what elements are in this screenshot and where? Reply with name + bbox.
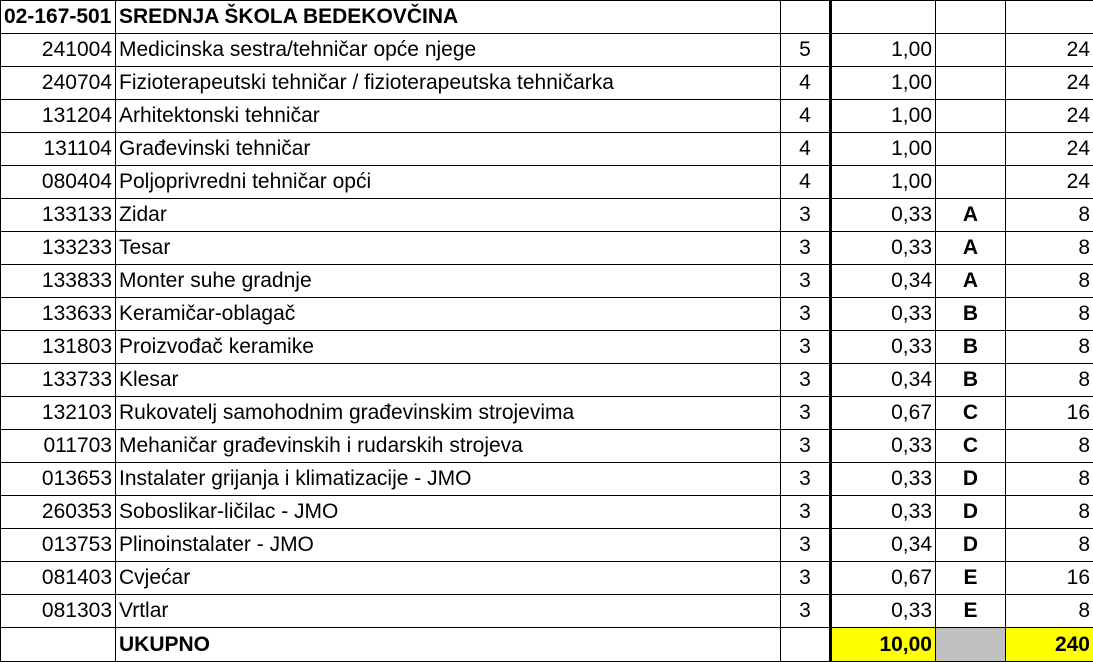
coefficient-cell[interactable]: 1,00 bbox=[831, 67, 936, 100]
program-name-cell[interactable]: Soboslikar-ličilac - JMO bbox=[116, 496, 781, 529]
group-cell[interactable]: E bbox=[936, 562, 1006, 595]
level-cell[interactable]: 3 bbox=[781, 265, 831, 298]
total-label[interactable]: UKUPNO bbox=[116, 628, 781, 662]
level-cell[interactable]: 3 bbox=[781, 199, 831, 232]
group-cell[interactable]: B bbox=[936, 331, 1006, 364]
coefficient-cell[interactable]: 1,00 bbox=[831, 133, 936, 166]
group-cell[interactable]: B bbox=[936, 298, 1006, 331]
group-cell[interactable] bbox=[936, 133, 1006, 166]
level-cell[interactable]: 3 bbox=[781, 331, 831, 364]
coefficient-cell[interactable]: 0,33 bbox=[831, 496, 936, 529]
group-cell[interactable]: E bbox=[936, 595, 1006, 628]
program-name-cell[interactable]: Klesar bbox=[116, 364, 781, 397]
count-cell[interactable]: 24 bbox=[1006, 67, 1093, 100]
coefficient-cell[interactable]: 0,33 bbox=[831, 232, 936, 265]
program-name-cell[interactable]: Instalater grijanja i klimatizacije - JMO bbox=[116, 463, 781, 496]
program-code-cell[interactable]: 241004 bbox=[1, 34, 116, 67]
program-code-cell[interactable]: 013653 bbox=[1, 463, 116, 496]
level-cell[interactable]: 3 bbox=[781, 430, 831, 463]
level-cell[interactable]: 3 bbox=[781, 496, 831, 529]
count-cell[interactable]: 8 bbox=[1006, 199, 1093, 232]
school-name[interactable]: SREDNJA ŠKOLA BEDEKOVČINA bbox=[116, 1, 781, 34]
program-code-cell[interactable]: 080404 bbox=[1, 166, 116, 199]
header-row bbox=[1, 1, 1093, 34]
program-code-cell[interactable]: 133733 bbox=[1, 364, 116, 397]
table-row bbox=[1, 430, 1093, 463]
total-empty-level[interactable] bbox=[781, 628, 831, 662]
coefficient-cell[interactable]: 0,34 bbox=[831, 265, 936, 298]
level-cell[interactable]: 3 bbox=[781, 463, 831, 496]
table-row bbox=[1, 199, 1093, 232]
program-code-cell[interactable]: 081403 bbox=[1, 562, 116, 595]
header-empty-coef[interactable] bbox=[831, 1, 936, 34]
group-cell[interactable] bbox=[936, 100, 1006, 133]
count-cell[interactable]: 8 bbox=[1006, 331, 1093, 364]
table-row bbox=[1, 232, 1093, 265]
total-empty-code[interactable] bbox=[1, 628, 116, 662]
program-code-cell[interactable]: 133633 bbox=[1, 298, 116, 331]
table-row bbox=[1, 562, 1093, 595]
count-cell[interactable]: 8 bbox=[1006, 529, 1093, 562]
table-row bbox=[1, 364, 1093, 397]
level-cell[interactable]: 4 bbox=[781, 67, 831, 100]
program-code-cell[interactable]: 133833 bbox=[1, 265, 116, 298]
school-code[interactable]: 02-167-501 bbox=[1, 1, 116, 34]
coefficient-cell[interactable]: 0,34 bbox=[831, 529, 936, 562]
program-name-cell[interactable]: Arhitektonski tehničar bbox=[116, 100, 781, 133]
coefficient-cell[interactable]: 0,33 bbox=[831, 430, 936, 463]
count-cell[interactable]: 8 bbox=[1006, 298, 1093, 331]
level-cell[interactable]: 3 bbox=[781, 562, 831, 595]
coefficient-cell[interactable]: 0,34 bbox=[831, 364, 936, 397]
coefficient-cell[interactable]: 0,33 bbox=[831, 595, 936, 628]
program-name-cell[interactable]: Poljoprivredni tehničar opći bbox=[116, 166, 781, 199]
table-row bbox=[1, 298, 1093, 331]
level-cell[interactable]: 3 bbox=[781, 298, 831, 331]
coefficient-cell[interactable]: 1,00 bbox=[831, 100, 936, 133]
table-row bbox=[1, 331, 1093, 364]
table-row bbox=[1, 397, 1093, 430]
count-cell[interactable]: 24 bbox=[1006, 166, 1093, 199]
program-code-cell[interactable]: 240704 bbox=[1, 67, 116, 100]
group-cell[interactable]: C bbox=[936, 430, 1006, 463]
count-cell[interactable]: 8 bbox=[1006, 430, 1093, 463]
group-cell[interactable] bbox=[936, 34, 1006, 67]
program-code-cell[interactable]: 081303 bbox=[1, 595, 116, 628]
group-cell[interactable] bbox=[936, 166, 1006, 199]
level-cell[interactable]: 3 bbox=[781, 595, 831, 628]
program-name-cell[interactable]: Keramičar-oblagač bbox=[116, 298, 781, 331]
group-cell[interactable]: A bbox=[936, 265, 1006, 298]
coefficient-cell[interactable]: 0,67 bbox=[831, 562, 936, 595]
level-cell[interactable]: 5 bbox=[781, 34, 831, 67]
program-name-cell[interactable]: Plinoinstalater - JMO bbox=[116, 529, 781, 562]
count-cell[interactable]: 8 bbox=[1006, 364, 1093, 397]
total-row bbox=[1, 628, 1093, 662]
table-row bbox=[1, 265, 1093, 298]
count-cell[interactable]: 8 bbox=[1006, 595, 1093, 628]
table-row bbox=[1, 463, 1093, 496]
table-row bbox=[1, 166, 1093, 199]
program-name-cell[interactable]: Zidar bbox=[116, 199, 781, 232]
header-empty-level[interactable] bbox=[781, 1, 831, 34]
coefficient-cell[interactable]: 0,67 bbox=[831, 397, 936, 430]
program-name-cell[interactable]: Medicinska sestra/tehničar opće njege bbox=[116, 34, 781, 67]
count-cell[interactable]: 16 bbox=[1006, 397, 1093, 430]
group-cell[interactable]: D bbox=[936, 529, 1006, 562]
count-cell[interactable]: 8 bbox=[1006, 232, 1093, 265]
group-cell[interactable]: C bbox=[936, 397, 1006, 430]
program-code-cell[interactable]: 013753 bbox=[1, 529, 116, 562]
coefficient-cell[interactable]: 0,33 bbox=[831, 463, 936, 496]
coefficient-cell[interactable]: 0,33 bbox=[831, 199, 936, 232]
count-cell[interactable]: 24 bbox=[1006, 133, 1093, 166]
total-count[interactable]: 240 bbox=[1006, 628, 1093, 662]
program-name-cell[interactable]: Tesar bbox=[116, 232, 781, 265]
coefficient-cell[interactable]: 0,33 bbox=[831, 331, 936, 364]
table-row bbox=[1, 67, 1093, 100]
program-name-cell[interactable]: Monter suhe gradnje bbox=[116, 265, 781, 298]
program-code-cell[interactable]: 132103 bbox=[1, 397, 116, 430]
count-cell[interactable]: 16 bbox=[1006, 562, 1093, 595]
program-code-cell[interactable]: 131803 bbox=[1, 331, 116, 364]
program-name-cell[interactable]: Rukovatelj samohodnim građevinskim strojevima bbox=[116, 397, 781, 430]
program-code-cell[interactable]: 260353 bbox=[1, 496, 116, 529]
group-cell[interactable]: D bbox=[936, 496, 1006, 529]
level-cell[interactable]: 3 bbox=[781, 529, 831, 562]
coefficient-cell[interactable]: 1,00 bbox=[831, 34, 936, 67]
level-cell[interactable]: 3 bbox=[781, 232, 831, 265]
table-row bbox=[1, 496, 1093, 529]
table-row bbox=[1, 595, 1093, 628]
program-name-cell[interactable]: Vrtlar bbox=[116, 595, 781, 628]
level-cell[interactable]: 4 bbox=[781, 166, 831, 199]
header-empty-count[interactable] bbox=[1006, 1, 1093, 34]
program-name-cell[interactable]: Fizioterapeutski tehničar / fizioterapeutska tehničarka bbox=[116, 67, 781, 100]
program-code-cell[interactable]: 011703 bbox=[1, 430, 116, 463]
total-coefficient[interactable]: 10,00 bbox=[831, 628, 936, 662]
level-cell[interactable]: 4 bbox=[781, 100, 831, 133]
program-code-cell[interactable]: 131204 bbox=[1, 100, 116, 133]
program-code-cell[interactable]: 131104 bbox=[1, 133, 116, 166]
total-empty-group[interactable] bbox=[936, 628, 1006, 662]
count-cell[interactable]: 24 bbox=[1006, 34, 1093, 67]
program-name-cell[interactable]: Mehaničar građevinskih i rudarskih strojeva bbox=[116, 430, 781, 463]
group-cell[interactable]: A bbox=[936, 199, 1006, 232]
group-cell[interactable]: A bbox=[936, 232, 1006, 265]
level-cell[interactable]: 3 bbox=[781, 397, 831, 430]
count-cell[interactable]: 24 bbox=[1006, 100, 1093, 133]
count-cell[interactable]: 8 bbox=[1006, 496, 1093, 529]
table-row bbox=[1, 100, 1093, 133]
program-name-cell[interactable]: Građevinski tehničar bbox=[116, 133, 781, 166]
count-cell[interactable]: 8 bbox=[1006, 463, 1093, 496]
count-cell[interactable]: 8 bbox=[1006, 265, 1093, 298]
program-name-cell[interactable]: Proizvođač keramike bbox=[116, 331, 781, 364]
program-name-cell[interactable]: Cvjećar bbox=[116, 562, 781, 595]
table-row bbox=[1, 34, 1093, 67]
level-cell[interactable]: 4 bbox=[781, 133, 831, 166]
group-cell[interactable]: B bbox=[936, 364, 1006, 397]
coefficient-cell[interactable]: 0,33 bbox=[831, 298, 936, 331]
group-cell[interactable] bbox=[936, 67, 1006, 100]
group-cell[interactable]: D bbox=[936, 463, 1006, 496]
header-empty-group[interactable] bbox=[936, 1, 1006, 34]
program-code-cell[interactable]: 133233 bbox=[1, 232, 116, 265]
table-row bbox=[1, 133, 1093, 166]
coefficient-cell[interactable]: 1,00 bbox=[831, 166, 936, 199]
level-cell[interactable]: 3 bbox=[781, 364, 831, 397]
program-code-cell[interactable]: 133133 bbox=[1, 199, 116, 232]
table-row bbox=[1, 529, 1093, 562]
